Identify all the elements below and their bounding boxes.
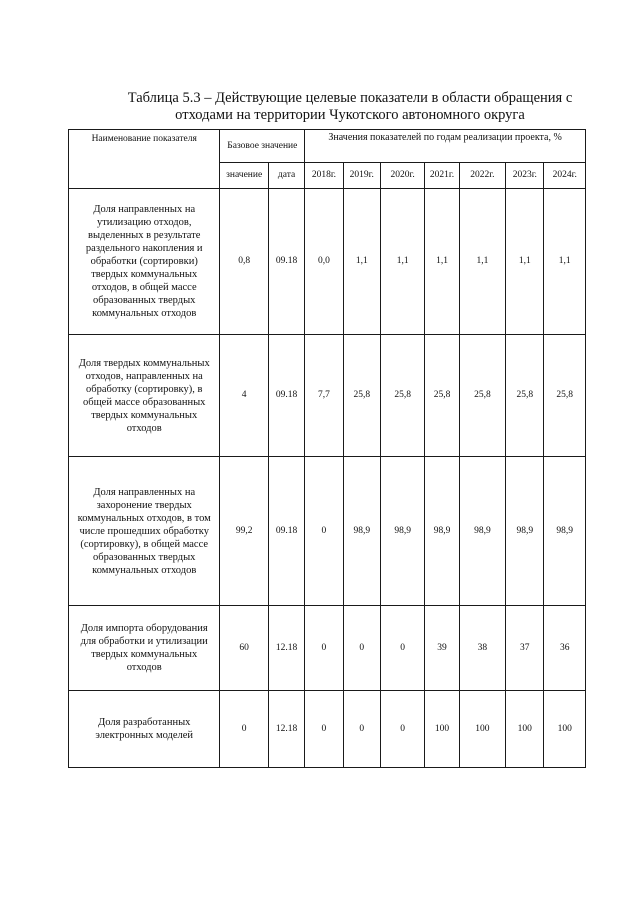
table-row [69, 606, 586, 691]
header-year: 2021г. [425, 163, 459, 189]
base-value: 60 [220, 606, 268, 691]
year-value: 25,8 [459, 335, 505, 457]
header-year: 2022г. [459, 163, 505, 189]
year-value: 39 [425, 606, 459, 691]
caption-line-1: Таблица 5.3 – Действующие целевые показатели в области обращения с [127, 90, 573, 106]
year-value: 37 [506, 606, 544, 691]
header-year: 2020г. [380, 163, 424, 189]
year-value: 98,9 [425, 457, 459, 606]
base-date: 12.18 [268, 691, 304, 768]
indicator-name: Доля твердых коммунальных отходов, направленных на обработку (сортировку), в общей массе образованных твердых коммунальных отходов [69, 335, 220, 457]
year-value: 0 [305, 691, 343, 768]
indicator-name: Доля разработанных электронных моделей [69, 691, 220, 768]
base-date: 12.18 [268, 606, 304, 691]
header-year: 2024г. [544, 163, 586, 189]
year-value: 38 [459, 606, 505, 691]
header-base-date: дата [268, 163, 304, 189]
targets-table [68, 129, 586, 768]
header-values-by-year: Значения показателей по годам реализации проекта, % [305, 130, 586, 163]
year-value: 100 [459, 691, 505, 768]
header-base-value: значение [220, 163, 268, 189]
table-row [69, 335, 586, 457]
table-row [69, 691, 586, 768]
year-value: 36 [544, 606, 586, 691]
year-value: 1,1 [380, 189, 424, 335]
year-value: 98,9 [459, 457, 505, 606]
year-value: 0 [343, 606, 380, 691]
year-value: 0 [305, 457, 343, 606]
header-base: Базовое значение [220, 130, 305, 163]
year-value: 98,9 [380, 457, 424, 606]
year-value: 25,8 [544, 335, 586, 457]
table-row [69, 457, 586, 606]
base-value: 0 [220, 691, 268, 768]
year-value: 7,7 [305, 335, 343, 457]
header-year: 2023г. [506, 163, 544, 189]
year-value: 25,8 [425, 335, 459, 457]
header-year: 2018г. [305, 163, 343, 189]
year-value: 98,9 [343, 457, 380, 606]
base-date: 09.18 [268, 189, 304, 335]
table-row [69, 189, 586, 335]
year-value: 0 [380, 691, 424, 768]
caption-line-2: отходами на территории Чукотского автономного округа [175, 107, 525, 123]
year-value: 0,0 [305, 189, 343, 335]
year-value: 1,1 [459, 189, 505, 335]
year-value: 0 [305, 606, 343, 691]
year-value: 100 [506, 691, 544, 768]
base-date: 09.18 [268, 457, 304, 606]
year-value: 100 [425, 691, 459, 768]
base-value: 4 [220, 335, 268, 457]
year-value: 25,8 [506, 335, 544, 457]
year-value: 0 [380, 606, 424, 691]
indicator-name: Доля импорта оборудования для обработки и утилизации твердых коммунальных отходов [69, 606, 220, 691]
year-value: 98,9 [506, 457, 544, 606]
year-value: 25,8 [380, 335, 424, 457]
year-value: 98,9 [544, 457, 586, 606]
header-year: 2019г. [343, 163, 380, 189]
base-value: 99,2 [220, 457, 268, 606]
indicator-name: Доля направленных на захоронение твердых коммунальных отходов, в том числе прошедших обработку (сортировку), в общей массе образованных твердых коммунальных отходов [69, 457, 220, 606]
indicator-name: Доля направленных на утилизацию отходов, выделенных в результате раздельного накопления и обработки (сортировки) твердых коммунальных отходов, в общей массе образованных твердых коммунальных отходов [69, 189, 220, 335]
base-value: 0,8 [220, 189, 268, 335]
table-caption [70, 90, 630, 124]
year-value: 0 [343, 691, 380, 768]
base-date: 09.18 [268, 335, 304, 457]
year-value: 1,1 [343, 189, 380, 335]
year-value: 1,1 [506, 189, 544, 335]
year-value: 1,1 [544, 189, 586, 335]
header-indicator-name: Наименование показателя [69, 130, 220, 189]
year-value: 25,8 [343, 335, 380, 457]
year-value: 1,1 [425, 189, 459, 335]
year-value: 100 [544, 691, 586, 768]
